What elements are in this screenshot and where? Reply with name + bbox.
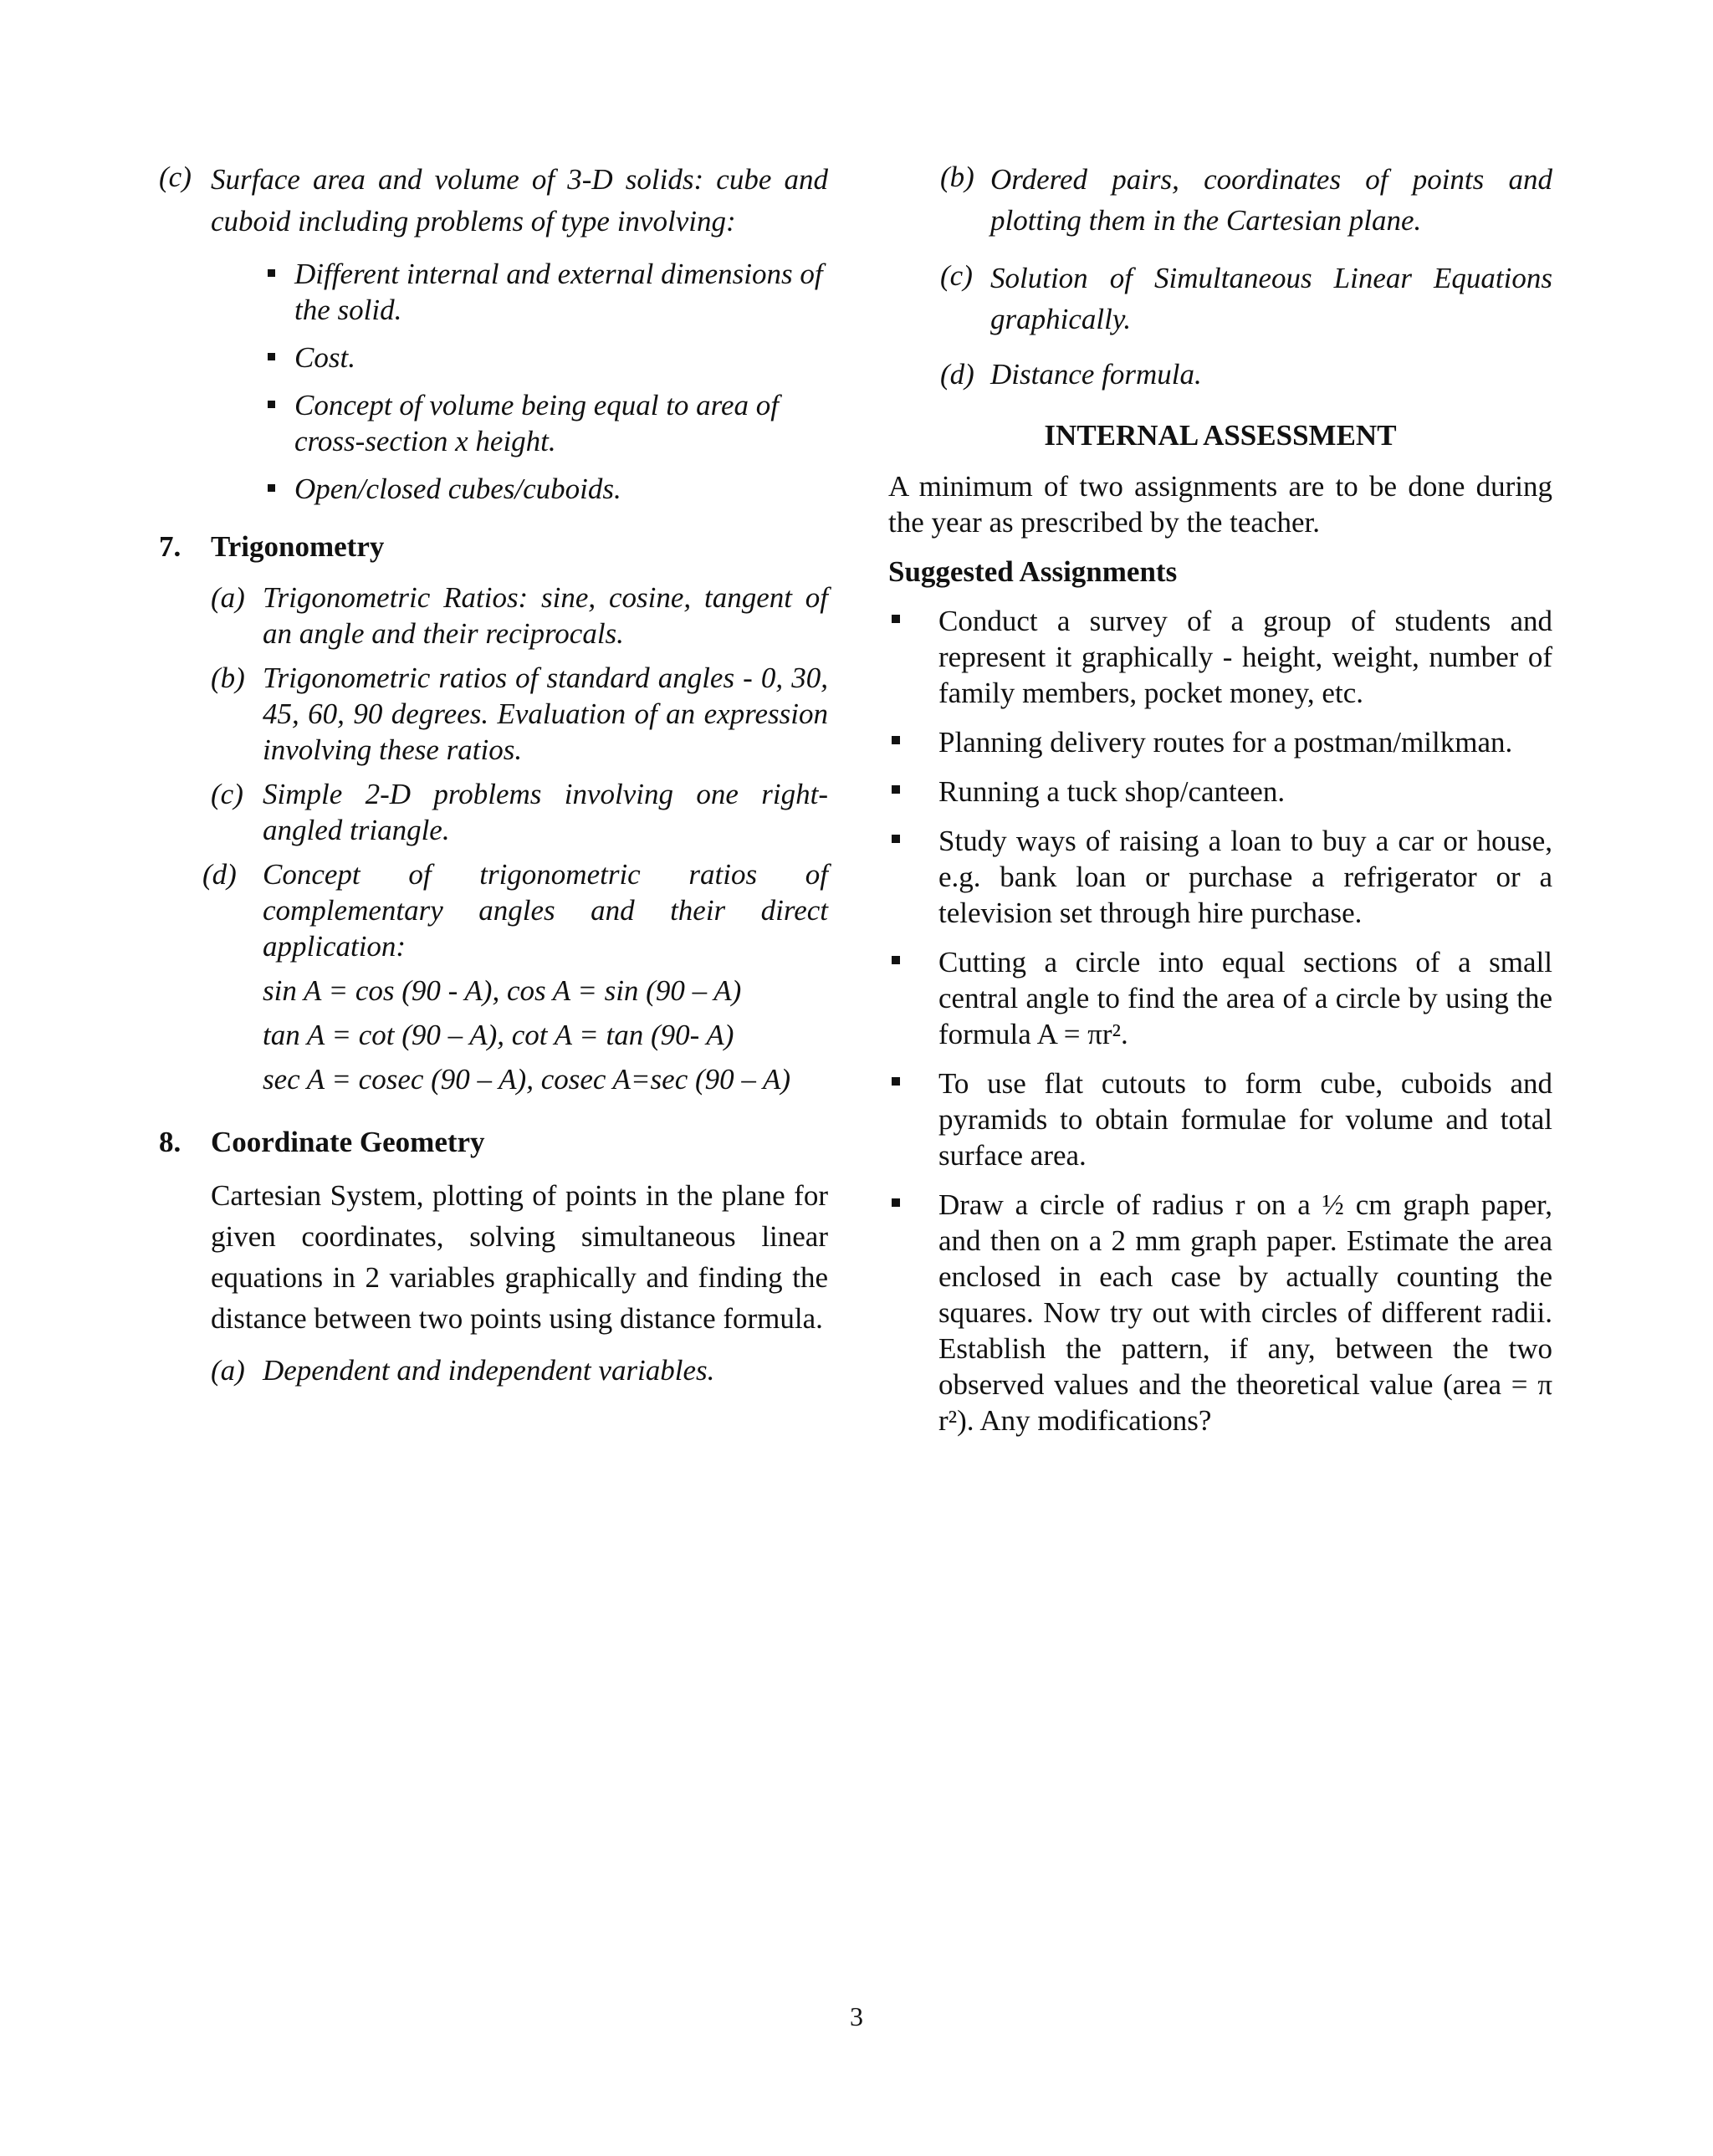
section-title: Trigonometry [211,530,385,563]
item-text: Surface area and volume of 3-D solids: cube and cuboid including problems of type involving: [211,163,828,238]
list-item-text: Open/closed cubes/cuboids. [294,473,621,505]
item-text: Distance formula. [990,358,1202,391]
square-bullet-icon [892,1198,900,1207]
trig-formula: tan A = cot (90 – A), cot A = tan (90- A) [263,1019,734,1051]
item-c-surface-area [159,159,828,243]
item-label: (d) [202,858,237,891]
assignment-item [888,1065,1552,1173]
coord-item [940,159,1552,241]
item-label: (c) [159,161,192,193]
trig-item [159,776,828,848]
item-text: Dependent and independent variables. [263,1354,715,1387]
assignment-text: Running a tuck shop/canteen. [938,775,1286,808]
item-text: Trigonometric ratios of standard angles - 0, 30, 45, 60, 90 degrees. Evaluation of an expression involving these ratios. [263,662,828,766]
list-item [159,471,828,507]
assignment-text: Conduct a survey of a group of students and represent it graphically - height, weight, number of family members, pocket money, etc. [938,605,1552,709]
item-label: (c) [211,778,243,810]
list-item-text: Concept of volume being equal to area of cross-section x height. [294,389,780,457]
assessment-intro: A minimum of two assignments are to be done during the year as prescribed by the teacher. [888,470,1552,539]
assignment-item [888,724,1552,760]
coord-item [940,258,1552,340]
list-item-text: Different internal and external dimensions of the solid. [294,258,823,326]
square-bullet-icon [892,1077,900,1086]
square-bullet-icon [892,736,900,744]
section-8-body: Cartesian System, plotting of points in the plane for given coordinates, solving simultaneous linear equations in 2 variables graphically and finding the distance between two points using distance formula. [211,1179,828,1335]
section-number: 7. [159,530,182,563]
section-8-heading [159,1124,828,1160]
assignment-item [888,1187,1552,1438]
list-item [159,256,828,328]
assignment-text: To use flat cutouts to form cube, cuboids and pyramids to obtain formulae for volume and total surface area. [938,1067,1552,1172]
solid-bullet-list [159,256,828,507]
trig-item [159,660,828,768]
sec8-item-a [159,1352,828,1388]
list-item [159,387,828,459]
assignment-item [888,944,1552,1052]
assignment-item [888,774,1552,810]
left-column [159,159,828,1388]
assignment-text: Study ways of raising a loan to buy a car or house, e.g. bank loan or purchase a refrigerator or a television set through hire purchase. [938,825,1552,929]
trig-item [159,856,828,964]
assignment-item [888,603,1552,711]
item-text: Ordered pairs, coordinates of points and plotting them in the Cartesian plane. [990,163,1552,237]
assignment-text: Draw a circle of radius r on a ½ cm graph paper, and then on a 2 mm graph paper. Estimate the area enclosed in each case by actually counting the squares. Now try out with circles of different radii. Establish the pattern, if any, between the two observed values and the theoretical value (area = π r²). Any modifications? [938,1188,1552,1437]
section-number: 8. [159,1126,182,1158]
trig-formula: sin A = cos (90 - A), cos A = sin (90 – A) [263,974,742,1007]
square-bullet-icon [892,956,900,964]
square-bullet-icon [268,401,275,408]
item-label: (d) [940,358,974,391]
suggested-assignments-title: Suggested Assignments [888,555,1178,588]
square-bullet-icon [892,615,900,623]
item-text: Simple 2-D problems involving one right-angled triangle. [263,778,828,846]
right-column [888,159,1552,1452]
section-7-heading [159,529,828,565]
assignment-item [888,823,1552,931]
trig-formula: sec A = cosec (90 – A), cosec A=sec (90 – A) [263,1063,791,1096]
item-label: (a) [211,581,245,614]
list-item-text: Cost. [294,341,355,374]
square-bullet-icon [268,484,275,492]
item-text: Solution of Simultaneous Linear Equations graphically. [990,262,1552,335]
item-label: (b) [211,662,245,694]
item-text: Trigonometric Ratios: sine, cosine, tangent of an angle and their reciprocals. [263,581,828,650]
item-text: Concept of trigonometric ratios of complementary angles and their direct application: [263,858,828,963]
trig-item [159,580,828,651]
section-title: Coordinate Geometry [211,1126,485,1158]
assignment-text: Cutting a circle into equal sections of a small central angle to find the area of a circle by using the formula A = πr². [938,946,1552,1050]
page-number: 3 [850,2001,863,2031]
internal-assessment-heading: INTERNAL ASSESSMENT [1044,419,1397,452]
item-label: (b) [940,161,974,193]
list-item [159,340,828,376]
square-bullet-icon [892,785,900,794]
square-bullet-icon [892,835,900,843]
square-bullet-icon [268,269,275,277]
assignment-text: Planning delivery routes for a postman/milkman. [938,726,1513,759]
item-label: (c) [940,259,973,292]
square-bullet-icon [268,353,275,360]
item-label: (a) [211,1354,245,1387]
coord-item [940,356,1552,392]
